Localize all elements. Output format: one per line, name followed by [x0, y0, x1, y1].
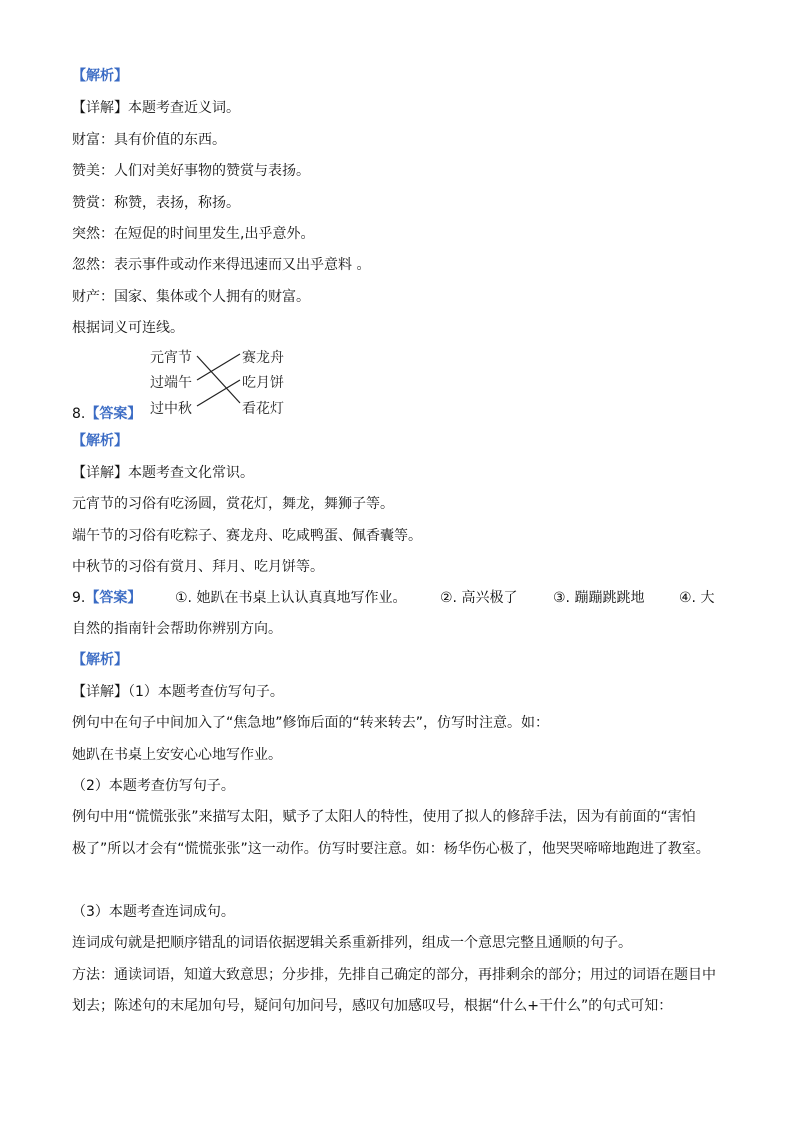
- analysis-heading: 【解析】: [72, 433, 128, 449]
- text-line: 中秋节的习俗有赏月、拜月、吃月饼等。: [72, 559, 324, 575]
- text-line: （2）本题考查仿写句子。: [72, 778, 235, 794]
- answer-label: 【答案】: [85, 590, 142, 606]
- detail-line: 【详解】本题考查文化常识。: [72, 465, 254, 481]
- text-line: 赞美：人们对美好事物的赞赏与表扬。: [72, 163, 310, 179]
- text-line: 方法：通读词语，知道大致意思；分步排，先排自己确定的部分，再排剩余的部分；用过的词语在题目中: [72, 967, 716, 983]
- analysis-heading: 【解析】: [72, 652, 128, 668]
- question-number: 8.: [72, 406, 86, 422]
- answer-item-3: ③. 蹦蹦跳跳地: [553, 590, 645, 606]
- question-number: 9.: [72, 590, 86, 606]
- text-line: 突然：在短促的时间里发生,出乎意外。: [72, 226, 315, 242]
- answer-item-4: ④. 大: [679, 590, 715, 606]
- text-line: 例句中用“慌慌张张”来描写太阳，赋予了太阳人的特性，使用了拟人的修辞手法，因为有前面的“害怕: [72, 809, 696, 825]
- text-line: 端午节的习俗有吃粽子、赛龙舟、吃咸鸭蛋、佩香囊等。: [72, 528, 422, 544]
- festival-label: 元宵节: [150, 350, 192, 366]
- text-line: 忽然：表示事件或动作来得迅速而又出乎意料 。: [72, 257, 371, 273]
- custom-label: 吃月饼: [242, 375, 284, 391]
- answer-item-1: ①. 她趴在书桌上认认真真地写作业。: [175, 590, 407, 606]
- text-line: 财富：具有价值的东西。: [72, 132, 226, 148]
- match-line: [197, 356, 240, 403]
- match-line: [197, 354, 240, 380]
- text-line: 极了”所以才会有“慌慌张张”这一动作。仿写时要注意。如：杨华伤心极了，他哭哭啼啼地跑进了教室。: [72, 841, 710, 857]
- custom-label: 看花灯: [242, 401, 284, 417]
- answer-line: [72, 589, 141, 607]
- analysis-heading: 【解析】: [72, 68, 128, 84]
- answer-label: 【答案】: [85, 406, 142, 422]
- answer-continuation: 自然的指南针会帮助你辨别方向。: [72, 621, 282, 637]
- text-line: 划去；陈述句的末尾加句号，疑问句加问号，感叹句加感叹号，根据“什么+干什么”的句式可知：: [72, 998, 673, 1014]
- match-line: [197, 380, 240, 406]
- text-line: （3）本题考查连词成句。: [72, 904, 235, 920]
- matching-diagram: [145, 340, 305, 420]
- text-line: 元宵节的习俗有吃汤圆，赏花灯，舞龙，舞狮子等。: [72, 496, 394, 512]
- text-line: 连词成句就是把顺序错乱的词语依据逻辑关系重新排列，组成一个意思完整且通顺的句子。: [72, 935, 632, 951]
- custom-label: 赛龙舟: [242, 350, 284, 366]
- text-line: 她趴在书桌上安安心心地写作业。: [72, 747, 282, 763]
- festival-label: 过中秋: [150, 401, 192, 417]
- text-line: 例句中在句子中间加入了“焦急地”修饰后面的“转来转去”，仿写时注意。如：: [72, 715, 550, 731]
- festival-label: 过端午: [150, 375, 192, 391]
- text-line: 根据词义可连线。: [72, 320, 184, 336]
- answer-line: [72, 405, 141, 423]
- text-line: 赞赏：称赞，表扬，称扬。: [72, 195, 240, 211]
- detail-line: 【详解】本题考查近义词。: [72, 100, 240, 116]
- text-line: 财产：国家、集体或个人拥有的财富。: [72, 289, 310, 305]
- detail-line: 【详解】（1）本题考查仿写句子。: [72, 684, 284, 700]
- answer-item-2: ②. 高兴极了: [440, 590, 518, 606]
